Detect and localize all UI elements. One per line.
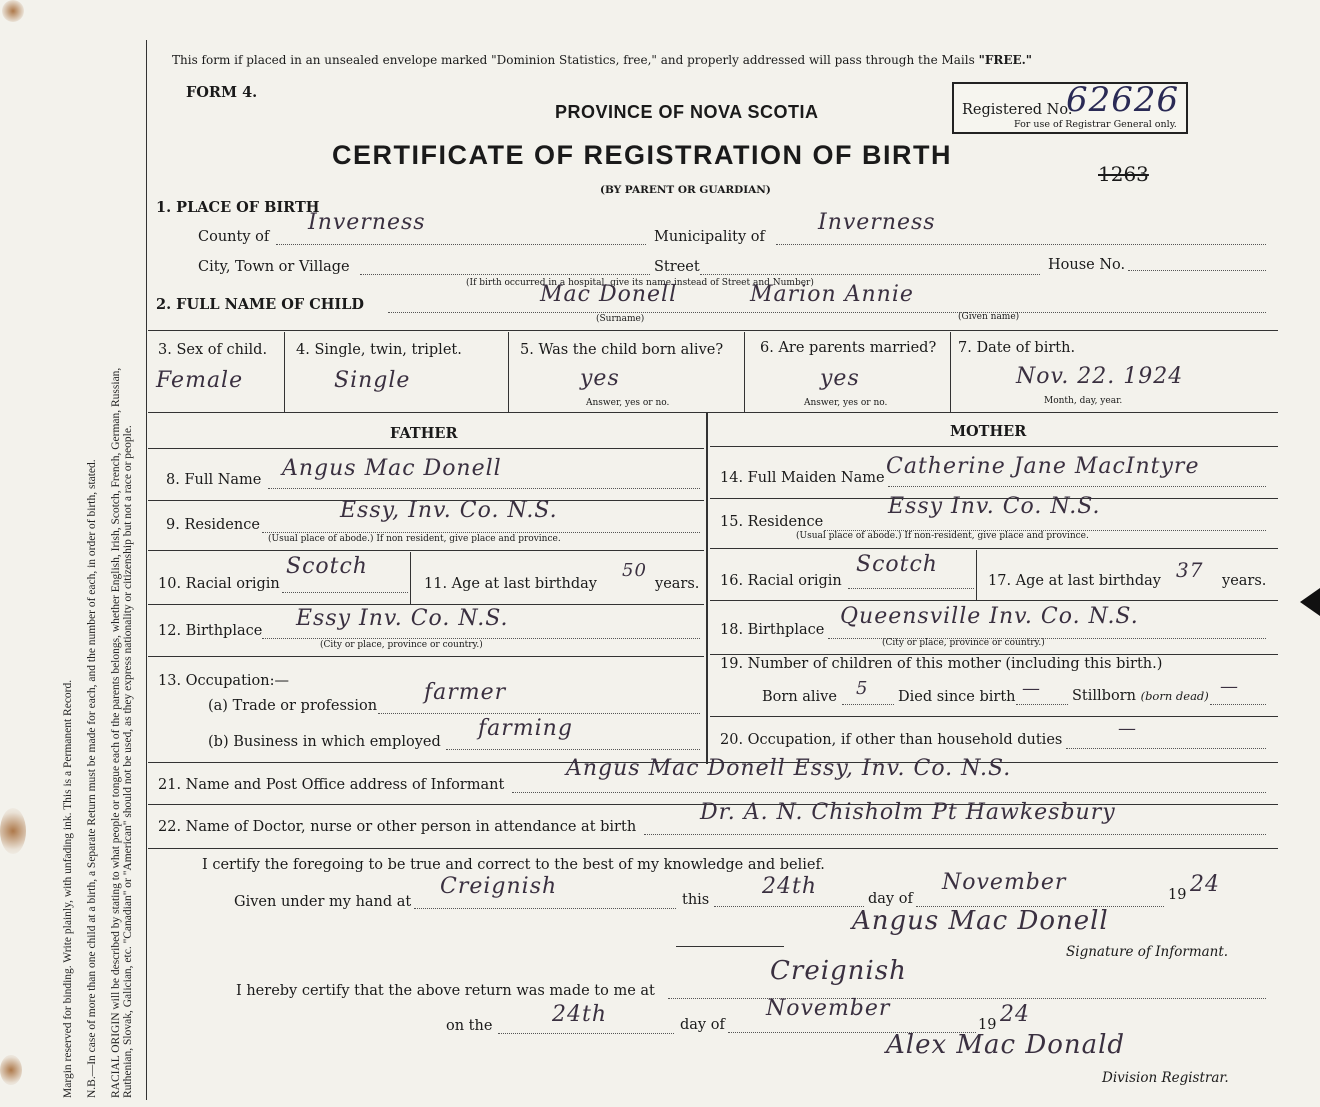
- died-line: [1016, 704, 1068, 705]
- married-value: yes: [820, 366, 860, 391]
- margin-note-racial-origin-2: Ruthenian, Slovak, Galician, etc. "Canadian" or "American" should not be used, as they express nationality or citizenship but not a race or people.: [122, 425, 134, 1098]
- struck-number: 1263: [1098, 162, 1149, 186]
- father-trade-value: farmer: [424, 680, 507, 705]
- given-caption: (Given name): [958, 312, 1020, 322]
- child-name-label: 2. FULL NAME OF CHILD: [156, 296, 364, 313]
- reg-day-of-label: day of: [680, 1017, 725, 1033]
- mother-row-line-5: [710, 716, 1278, 717]
- street-line: [700, 274, 1040, 275]
- stain-top: [2, 0, 24, 22]
- city-label: City, Town or Village: [198, 259, 350, 275]
- registrar-caption: Division Registrar.: [1102, 1070, 1229, 1086]
- father-business-label: (b) Business in which employed: [208, 734, 441, 750]
- father-residence-value: Essy, Inv. Co. N.S.: [340, 498, 558, 523]
- doctor-value: Dr. A. N. Chisholm Pt Hawkesbury: [700, 800, 1116, 825]
- registrar-note: For use of Registrar General only.: [1014, 119, 1177, 130]
- mother-name-label: 14. Full Maiden Name: [720, 470, 885, 486]
- father-racial-line: [282, 592, 408, 593]
- registrar-signature: Alex Mac Donald: [886, 1030, 1126, 1060]
- county-value: Inverness: [308, 210, 426, 235]
- informant-label: 21. Name and Post Office address of Informant: [158, 777, 505, 793]
- father-row-line-2: [148, 550, 704, 551]
- city-line: [360, 274, 650, 275]
- doctor-label: 22. Name of Doctor, nurse or other person in attendance at birth: [158, 819, 637, 835]
- stain-bottom: [0, 1055, 22, 1085]
- binding-notch: [1300, 588, 1320, 616]
- father-heading-line: [148, 448, 704, 449]
- certificate-subtitle: (BY PARENT OR GUARDIAN): [600, 184, 771, 196]
- mail-note: This form if placed in an unsealed envelope marked "Dominion Statistics, free," and properly addressed will pass through the Mails "FREE.": [172, 53, 1033, 67]
- form-number: FORM 4.: [186, 84, 258, 101]
- born-alive-label: Born alive: [762, 689, 837, 705]
- father-trade-label: (a) Trade or profession: [208, 698, 378, 714]
- mother-residence-label: 15. Residence: [720, 514, 824, 530]
- registrar-text: I hereby certify that the above return was made to me at: [236, 983, 655, 999]
- col-divider-1: [284, 332, 285, 412]
- stillborn-line: [1210, 704, 1266, 705]
- stillborn-value: —: [1220, 676, 1239, 697]
- father-age-value: 50: [622, 560, 647, 581]
- child-name-line: [388, 312, 1266, 313]
- margin-note-binding: Margin reserved for binding. Write plainly, with unfading ink. This is a Permanent Record.: [62, 679, 74, 1098]
- alive-caption: Answer, yes or no.: [586, 398, 670, 408]
- father-business-value: farming: [478, 716, 573, 741]
- place-of-birth-label: 1. PLACE OF BIRTH: [156, 199, 320, 216]
- informant-line: [512, 792, 1266, 793]
- father-business-line: [446, 749, 700, 750]
- surname-caption: (Surname): [596, 314, 645, 324]
- doctor-line: [644, 834, 1266, 835]
- mother-residence-value: Essy Inv. Co. N.S.: [888, 494, 1101, 519]
- single-label: 4. Single, twin, triplet.: [296, 342, 462, 358]
- registrar-place-value: Creignish: [770, 956, 907, 986]
- mother-birthplace-value: Queensville Inv. Co. N.S.: [840, 604, 1139, 629]
- mother-name-line: [888, 486, 1266, 487]
- father-trade-line: [378, 713, 700, 714]
- mother-heading: MOTHER: [950, 423, 1027, 440]
- registered-number-box: [952, 82, 1188, 134]
- father-years: years.: [655, 576, 700, 592]
- day-value: 24th: [762, 874, 818, 899]
- stain-middle: [0, 808, 26, 854]
- mother-birthplace-label: 18. Birthplace: [720, 622, 825, 638]
- left-border: [146, 40, 147, 1100]
- house-line: [1128, 270, 1266, 271]
- died-label: Died since birth: [898, 689, 1016, 705]
- single-value: Single: [334, 368, 411, 393]
- county-label: County of: [198, 229, 270, 245]
- father-name-value: Angus Mac Donell: [282, 456, 502, 481]
- father-birthplace-label: 12. Birthplace: [158, 623, 263, 639]
- alive-label: 5. Was the child born alive?: [520, 342, 724, 358]
- reg-year-prefix: 19: [978, 1017, 997, 1033]
- certificate-title: CERTIFICATE OF REGISTRATION OF BIRTH: [332, 140, 952, 170]
- mother-row-line-2: [710, 548, 1278, 549]
- father-racial-label: 10. Racial origin: [158, 576, 280, 592]
- col-divider-3: [744, 332, 745, 412]
- row-top-line: [148, 330, 1278, 331]
- father-residence-label: 9. Residence: [166, 517, 260, 533]
- father-age-label: 11. Age at last birthday: [424, 576, 597, 592]
- short-rule: [676, 946, 784, 947]
- given-label: Given under my hand at: [234, 894, 412, 910]
- child-surname-value: Mac Donell: [540, 282, 678, 307]
- certify-text: I certify the foregoing to be true and correct to the best of my knowledge and belief.: [202, 857, 825, 873]
- mother-racial-value: Scotch: [856, 552, 938, 577]
- reg-day-line: [498, 1033, 674, 1034]
- informant-caption: Signature of Informant.: [1066, 944, 1229, 960]
- sex-label: 3. Sex of child.: [158, 342, 268, 358]
- mother-residence-caption: (Usual place of abode.) If non-resident, give place and province.: [796, 531, 1089, 541]
- father-racial-divider: [410, 552, 411, 604]
- reg-year-value: 24: [1000, 1002, 1030, 1027]
- father-heading: FATHER: [390, 425, 458, 442]
- father-name-label: 8. Full Name: [166, 472, 262, 488]
- col-divider-4: [950, 332, 951, 412]
- child-given-value: Marion Annie: [750, 282, 914, 307]
- given-place-value: Creignish: [440, 874, 558, 899]
- mother-racial-divider: [976, 550, 977, 600]
- father-name-line: [268, 488, 700, 489]
- mother-age-value: 37: [1176, 558, 1204, 582]
- father-birthplace-line: [262, 638, 700, 639]
- stillborn-label: Stillborn (born dead): [1072, 688, 1209, 704]
- street-label: Street: [654, 259, 700, 275]
- municipality-line: [776, 244, 1266, 245]
- died-value: —: [1022, 678, 1041, 699]
- municipality-value: Inverness: [818, 210, 936, 235]
- mother-row-line-3: [710, 600, 1278, 601]
- month-value: November: [942, 870, 1067, 895]
- dob-caption: Month, day, year.: [1044, 396, 1123, 406]
- registered-label: Registered No.: [962, 102, 1073, 118]
- father-birthplace-value: Essy Inv. Co. N.S.: [296, 606, 509, 631]
- dob-value: Nov. 22. 1924: [1016, 364, 1184, 389]
- mother-row-line-4: [710, 654, 1278, 655]
- house-label: House No.: [1048, 257, 1126, 273]
- day-line: [714, 906, 864, 907]
- sex-value: Female: [156, 368, 244, 393]
- mother-racial-label: 16. Racial origin: [720, 573, 842, 589]
- mother-heading-line: [710, 446, 1278, 447]
- married-caption: Answer, yes or no.: [804, 398, 888, 408]
- on-the-label: on the: [446, 1018, 493, 1034]
- mother-occupation-value: —: [1118, 718, 1137, 739]
- col-divider-2: [508, 332, 509, 412]
- mother-racial-line: [848, 588, 974, 589]
- given-place-line: [414, 908, 676, 909]
- born-alive-line: [842, 704, 894, 705]
- registrar-place-line: [668, 998, 1266, 999]
- father-row-line-4: [148, 656, 704, 657]
- born-alive-value: 5: [856, 678, 869, 699]
- father-residence-line: [262, 532, 700, 533]
- this-label: this: [682, 892, 710, 908]
- mother-children-label: 19. Number of children of this mother (including this birth.): [720, 656, 1163, 672]
- day-of-label: day of: [868, 891, 913, 907]
- mother-birthplace-caption: (City or place, province or country.): [882, 638, 1045, 648]
- registered-value: 62626: [1066, 80, 1180, 120]
- reg-month-value: November: [766, 996, 891, 1021]
- mother-years: years.: [1222, 573, 1267, 589]
- father-birthplace-caption: (City or place, province or country.): [320, 640, 483, 650]
- certification-top-line: [148, 848, 1278, 849]
- mother-age-label: 17. Age at last birthday: [988, 573, 1161, 589]
- informant-signature: Angus Mac Donell: [852, 906, 1109, 936]
- alive-value: yes: [580, 366, 620, 391]
- father-residence-caption: (Usual place of abode.) If non resident, give place and province.: [268, 534, 561, 544]
- father-racial-value: Scotch: [286, 554, 368, 579]
- province-title: PROVINCE OF NOVA SCOTIA: [555, 102, 819, 122]
- mother-occupation-line: [1066, 748, 1266, 749]
- married-label: 6. Are parents married?: [760, 340, 937, 356]
- mother-occupation-label: 20. Occupation, if other than household duties: [720, 732, 1063, 748]
- reg-day-value: 24th: [552, 1002, 608, 1027]
- father-row-line-3: [148, 604, 704, 605]
- parents-divider: [706, 412, 710, 764]
- row-bottom-line: [148, 412, 1278, 413]
- year-prefix: 19: [1168, 887, 1187, 903]
- dob-label: 7. Date of birth.: [958, 340, 1076, 356]
- year-value: 24: [1190, 872, 1220, 897]
- father-occupation-label: 13. Occupation:—: [158, 673, 289, 689]
- municipality-label: Municipality of: [654, 229, 765, 245]
- county-line: [276, 244, 646, 245]
- margin-note-multiple-births: N.B.—In case of more than one child at a birth, a Separate Return must be made for each, and the number of each, in order of birth, stated.: [86, 459, 98, 1098]
- informant-value: Angus Mac Donell Essy, Inv. Co. N.S.: [566, 756, 1012, 781]
- hospital-note: (If birth occurred in a hospital, give its name instead of Street and Number): [466, 278, 814, 288]
- mother-name-value: Catherine Jane MacIntyre: [886, 454, 1200, 479]
- margin-note-racial-origin-1: RACIAL ORIGIN will be described by stating to what people or tongue each of the parents belongs, whether English, Irish, Scotch, French, German, Russian,: [110, 367, 122, 1098]
